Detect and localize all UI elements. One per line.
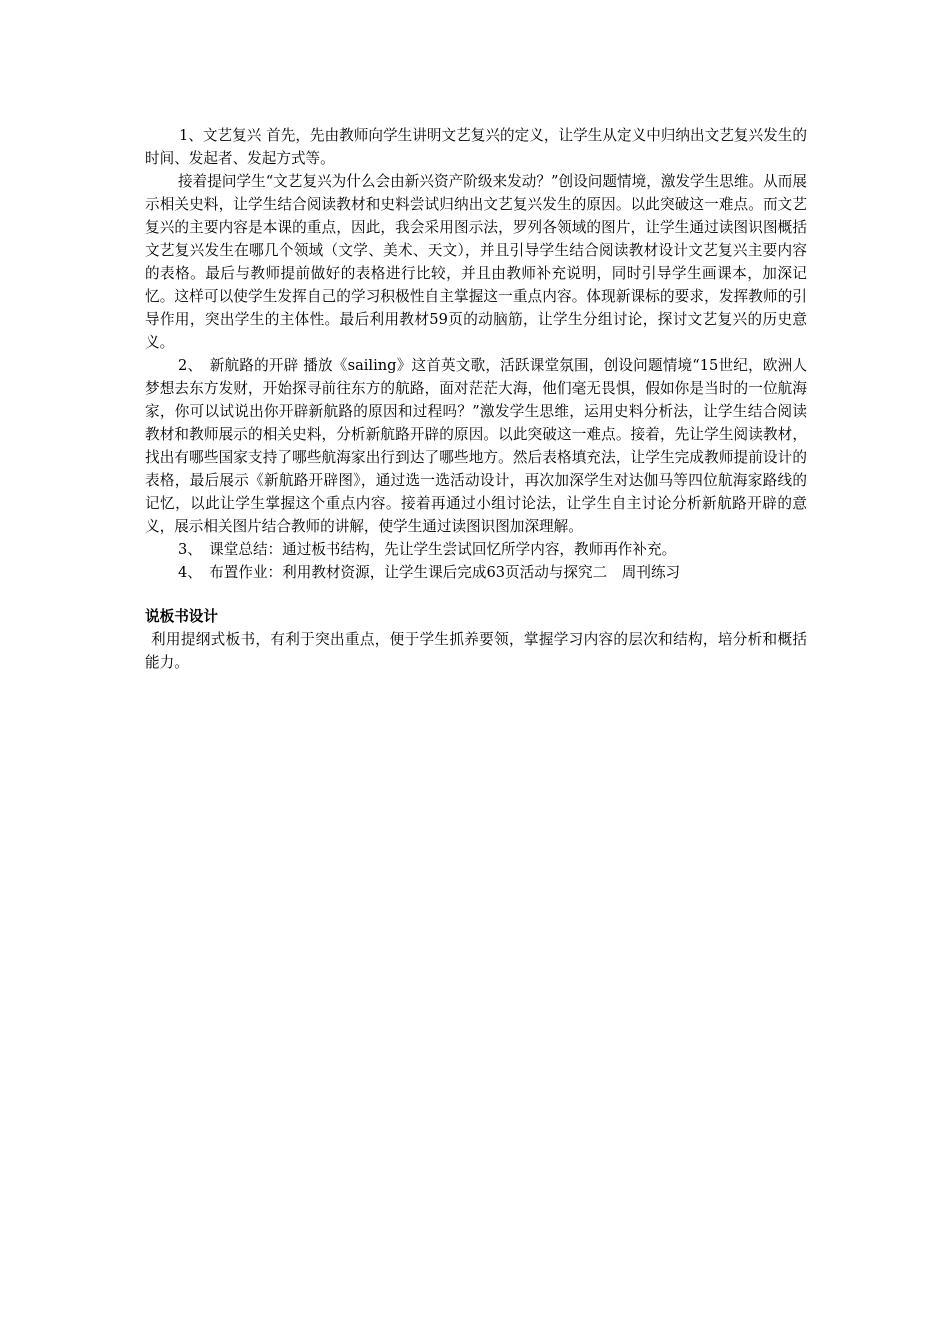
paragraph-renaissance-body: 接着提问学生“文艺复兴为什么会由新兴资产阶级来发动？”创设问题情境，激发学生思维。从而展示相关史料，让学生结合阅读教材和史料尝试归纳出文艺复兴发生的原因。以此突破这一难点。而文艺复兴的主要内容是本课的重点，因此，我会采用图示法，罗列各领域的图片，让学生通过读图识图概括文艺复兴发生在哪几个领域（文学、美术、天文），并且引导学生结合阅读教材设计文艺复兴主要内容的表格。最后与教师提前做好的表格进行比较，并且由教师补充说明，同时引导学生画课本，加深记忆。这样可以使学生发挥自己的学习积极性自主掌握这一重点内容。体现新课标的要求，发挥教师的引导作用，突出学生的主体性。最后利用教材59页的动脑筋，让学生分组讨论，探讨文艺复兴的历史意义。 [145, 173, 807, 351]
paragraph-board-design: 利用提纲式板书，有利于突出重点，便于学生抓养要领，掌握学习内容的层次和结构，培分析和概括能力。 [145, 631, 807, 671]
paragraph-class-summary: 3、 课堂总结：通过板书结构，先让学生尝试回忆所学内容，教师再作补充。 [178, 541, 677, 558]
paragraph-homework: 4、 布置作业：利用教材资源，让学生课后完成63页活动与探究二 周刊练习 [178, 564, 681, 581]
section-heading-board-design: 说板书设计 [145, 608, 218, 625]
paragraph-renaissance-intro: 1、文艺复兴 首先，先由教师向学生讲明文艺复兴的定义，让学生从定义中归纳出文艺复兴发生的时间、发起者、发起方式等。 [145, 127, 807, 167]
paragraph-new-sea-routes: 2、 新航路的开辟 播放《sailing》这首英文歌，活跃课堂氛围，创设问题情境“15世纪，欧洲人梦想去东方发财，开始探寻前往东方的航路，面对茫茫大海，他们毫无畏惧，假如你是当时的一位航海家，你可以试说出你开辟新航路的原因和过程吗？”激发学生思维，运用史料分析法，让学生结合阅读教材和教师展示的相关史料，分析新航路开辟的原因。以此突破这一难点。接着，先让学生阅读教材，找出有哪些国家支持了哪些航海家出行到达了哪些地方。然后表格填充法，让学生完成教师提前设计的表格，最后展示《新航路开辟图》，通过选一选活动设计，再次加深学生对达伽马等四位航海家路线的记忆，以此让学生掌握这个重点内容。接着再通过小组讨论法，让学生自主讨论分析新航路开辟的意义，展示相关图片结合教师的讲解，使学生通过读图识图加深理解。 [145, 357, 807, 535]
document-page [145, 124, 807, 674]
